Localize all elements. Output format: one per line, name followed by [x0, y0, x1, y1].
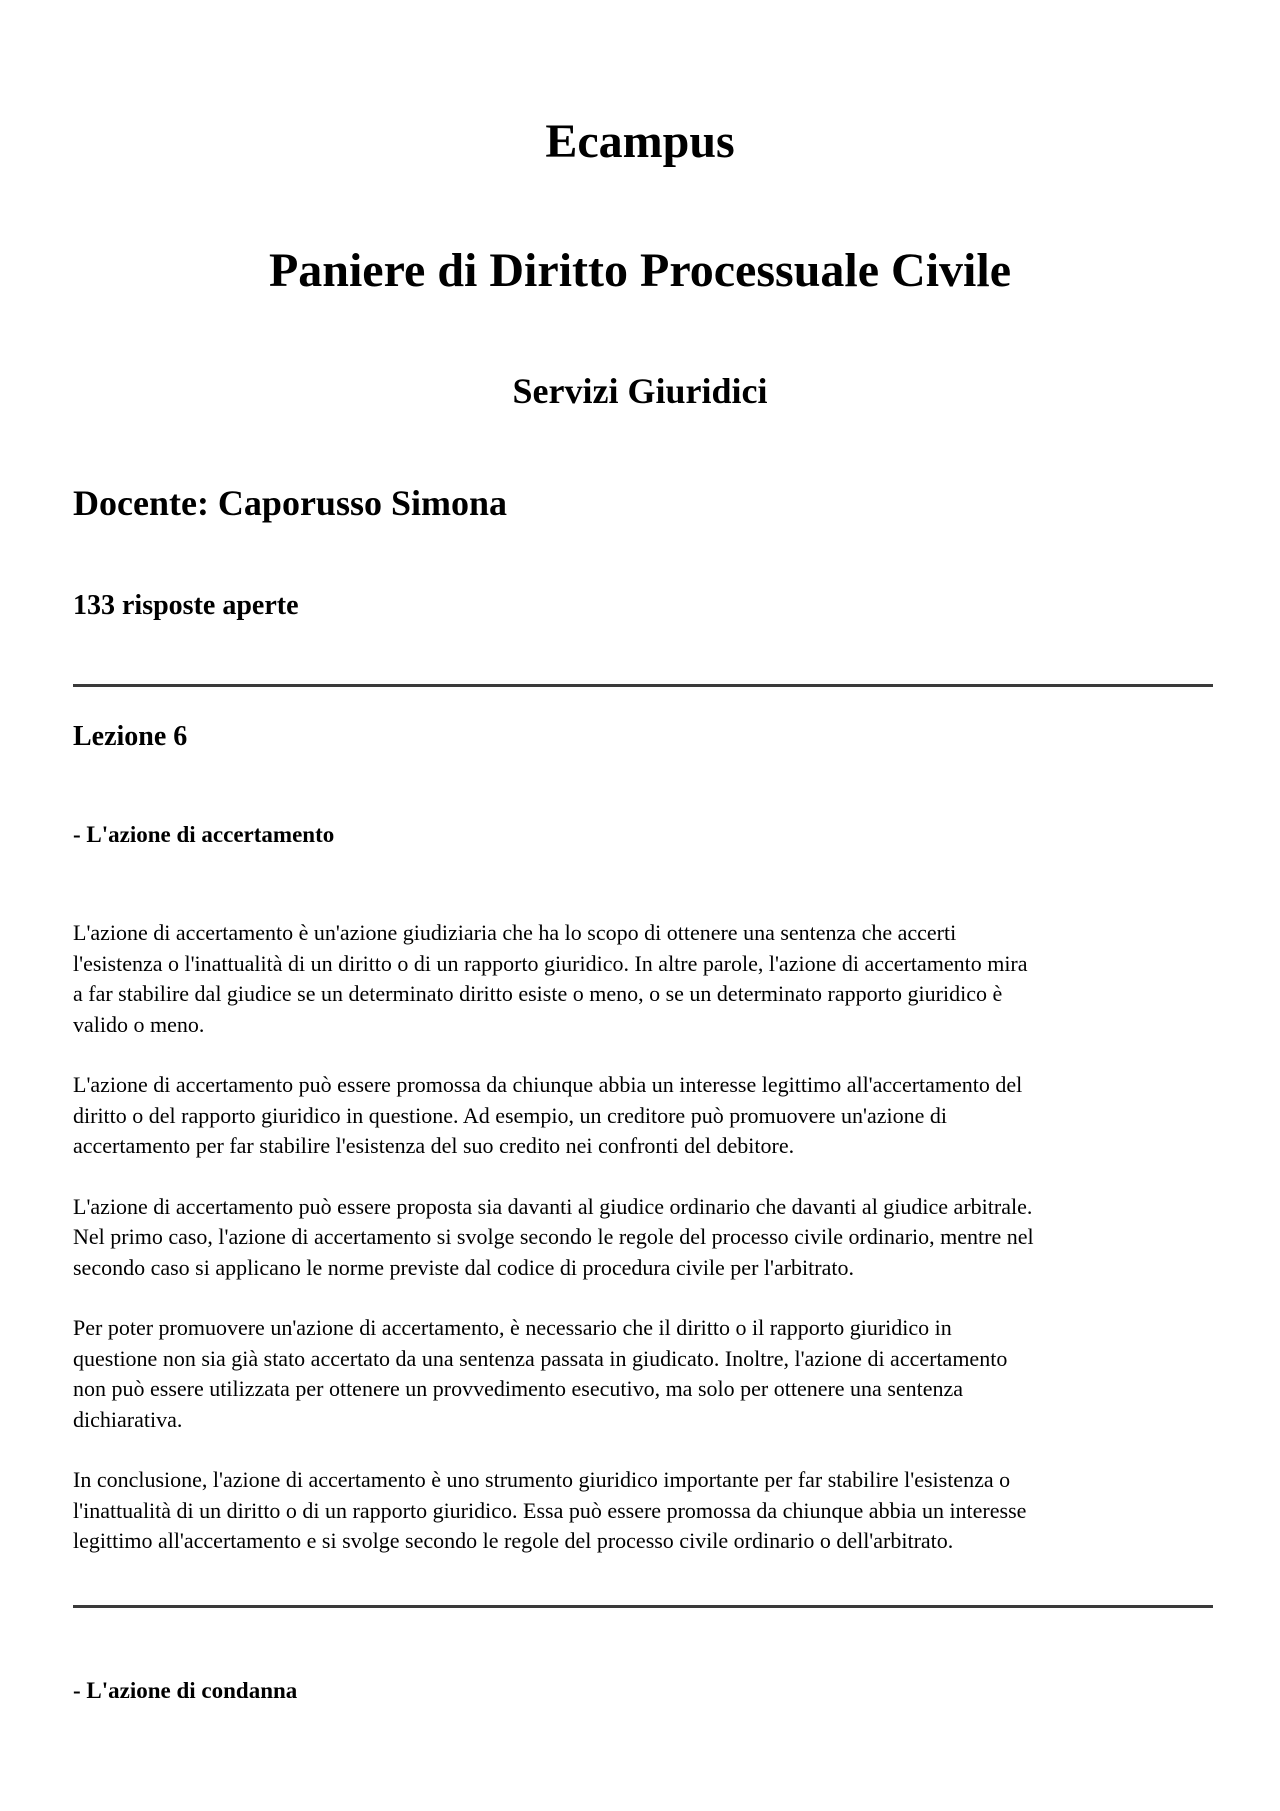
- horizontal-divider: [73, 684, 1213, 687]
- department-title: Servizi Giuridici: [512, 371, 768, 411]
- text-line: l'esistenza o l'inattualità di un diritto o di un rapporto giuridico. In altre parole, l'azione di accertamento mira: [73, 950, 1028, 976]
- paragraph: [73, 1070, 1213, 1162]
- paragraph: [73, 1192, 1213, 1284]
- text-line: questione non sia già stato accertato da una sentenza passata in giudicato. Inoltre, l'azione di accertamento: [73, 1345, 1008, 1371]
- text-line: a far stabilire dal giudice se un determinato diritto esiste o meno, o se un determinato rapporto giuridico è: [73, 981, 1003, 1006]
- text-line: In conclusione, l'azione di accertamento è uno strumento giuridico importante per far stabilire l'esistenza o: [73, 1467, 1011, 1492]
- course-title: Paniere di Diritto Processuale Civile: [268, 244, 1012, 297]
- text-line: secondo caso si applicano le norme previste dal codice di procedura civile per l'arbitrato.: [73, 1254, 854, 1280]
- text-line: Nel primo caso, l'azione di accertamento si svolge secondo le regole del processo civile ordinario, mentre nel: [73, 1224, 1034, 1249]
- text-line: diritto o del rapporto giuridico in questione. Ad esempio, un creditore può promuovere un'azione di: [73, 1102, 947, 1128]
- text-line: L'azione di accertamento può essere promossa da chiunque abbia un interesse legittimo all'accertamento del: [73, 1072, 1023, 1097]
- paragraph: [73, 918, 1213, 1040]
- text-line: dichiarativa.: [73, 1406, 183, 1432]
- text-line: L'azione di accertamento è un'azione giudiziaria che ha lo scopo di ottenere una sentenza che accerti: [73, 920, 957, 945]
- answers-count: 133 risposte aperte: [73, 590, 299, 621]
- section-heading: - L'azione di condanna: [73, 1678, 298, 1703]
- text-line: valido o meno.: [73, 1011, 205, 1037]
- paragraph: [73, 1465, 1213, 1557]
- lesson-heading: Lezione 6: [73, 721, 188, 752]
- paragraph: [73, 1313, 1213, 1435]
- text-line: l'inattualità di un diritto o di un rapporto giuridico. Essa può essere promossa da chiunque abbia un interesse: [73, 1497, 1027, 1523]
- teacher-heading: Docente: Caporusso Simona: [73, 483, 508, 523]
- section-body: [73, 918, 1213, 1587]
- horizontal-divider: [73, 1605, 1213, 1608]
- site-title: Ecampus: [545, 115, 735, 168]
- text-line: non può essere utilizzata per ottenere un provvedimento esecutivo, ma solo per ottenere una sentenza: [73, 1376, 964, 1401]
- text-line: Per poter promuovere un'azione di accertamento, è necessario che il diritto o il rapporto giuridico in: [73, 1315, 952, 1340]
- text-line: L'azione di accertamento può essere proposta sia davanti al giudice ordinario che davanti al giudice arbitrale.: [73, 1193, 1033, 1219]
- text-line: accertamento per far stabilire l'esistenza del suo credito nei confronti del debitore.: [73, 1133, 795, 1158]
- section-heading: - L'azione di accertamento: [73, 822, 335, 847]
- text-line: legittimo all'accertamento e si svolge secondo le regole del processo civile ordinario o dell'arbitrato.: [73, 1528, 954, 1553]
